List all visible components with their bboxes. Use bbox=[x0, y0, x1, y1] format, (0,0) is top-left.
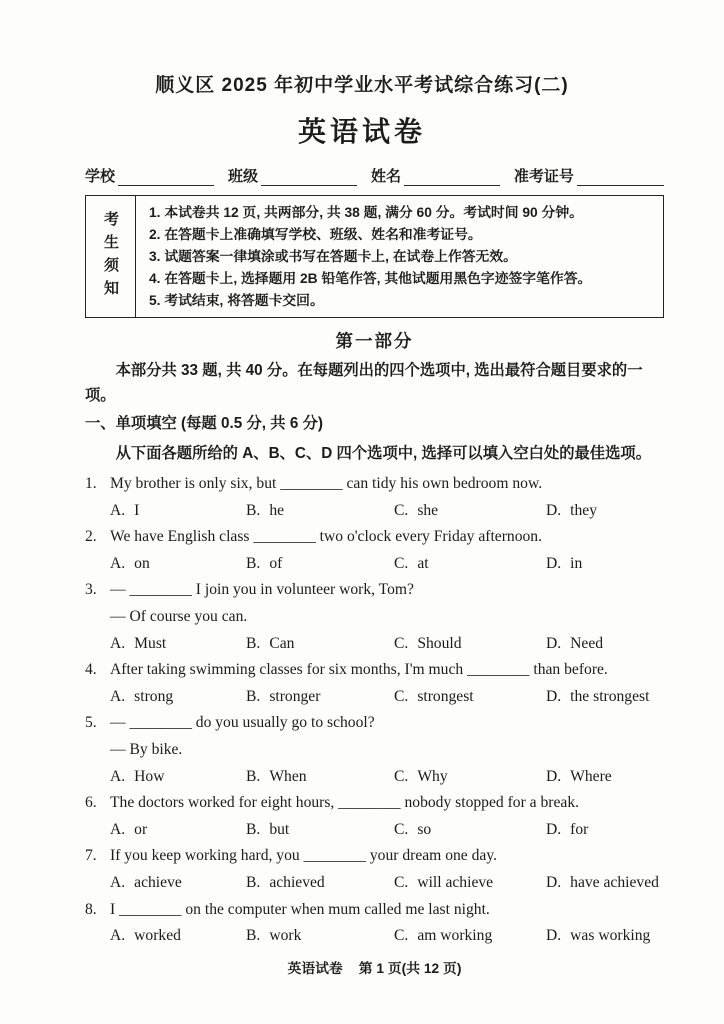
field-name-label: 姓名 bbox=[370, 168, 401, 185]
option-a: A. achieve bbox=[110, 873, 182, 891]
question-2 bbox=[85, 524, 664, 577]
option-d: D. was working bbox=[546, 927, 651, 945]
option-d: D. they bbox=[546, 501, 598, 519]
question-options bbox=[110, 870, 664, 897]
option-d: D. in bbox=[546, 554, 583, 572]
option-c: C. will achieve bbox=[394, 873, 494, 891]
footer-page-number: 第 1 页(共 12 页) bbox=[358, 960, 462, 976]
question-number: 3. bbox=[85, 581, 97, 599]
question-number: 5. bbox=[85, 714, 97, 732]
question-stem: — ________ I join you in volunteer work, Tom? bbox=[110, 581, 414, 599]
notice-side-label: 考生须知 bbox=[86, 196, 136, 317]
field-school-blank bbox=[118, 169, 214, 186]
question-stem: — ________ do you usually go to school? bbox=[110, 714, 375, 732]
student-info-row bbox=[85, 165, 664, 186]
question-number: 7. bbox=[85, 847, 97, 865]
question-7 bbox=[85, 843, 664, 896]
field-name bbox=[371, 165, 514, 186]
option-b: B. of bbox=[246, 554, 283, 572]
option-a: A. or bbox=[110, 820, 148, 838]
field-name-blank bbox=[404, 169, 500, 186]
option-c: C. at bbox=[394, 554, 429, 572]
notice-item-2: 2. 在答题卡上准确填写学校、班级、姓名和准考证号。 bbox=[149, 227, 482, 242]
option-b: B. he bbox=[246, 501, 285, 519]
question-list bbox=[85, 471, 664, 950]
question-number: 2. bbox=[85, 528, 97, 546]
option-c: C. am working bbox=[394, 927, 493, 945]
question-1 bbox=[85, 471, 664, 524]
field-school bbox=[85, 165, 228, 186]
option-d: D. the strongest bbox=[546, 687, 650, 705]
question-5 bbox=[85, 710, 664, 790]
field-class-label: 班级 bbox=[227, 168, 258, 185]
notice-item-4: 4. 在答题卡上, 选择题用 2B 铅笔作答, 其他试题用黑色字迹签字笔作答。 bbox=[149, 271, 592, 286]
question-number: 8. bbox=[85, 900, 97, 918]
option-b: B. When bbox=[246, 767, 307, 785]
question-4 bbox=[85, 657, 664, 710]
option-c: C. strongest bbox=[394, 687, 474, 705]
option-a: A. on bbox=[110, 554, 150, 572]
field-school-label: 学校 bbox=[85, 168, 116, 185]
subject-title: 英语试卷 bbox=[297, 116, 426, 147]
question-options bbox=[110, 551, 664, 578]
section1-heading: 一、单项填空 (每题 0.5 分, 共 6 分) bbox=[85, 415, 323, 432]
question-options bbox=[110, 923, 664, 950]
question-number: 6. bbox=[85, 794, 97, 812]
question-number: 1. bbox=[85, 475, 97, 492]
question-options bbox=[110, 764, 664, 791]
notice-items bbox=[136, 196, 663, 317]
option-a: A. Must bbox=[110, 634, 167, 652]
field-class bbox=[228, 165, 371, 186]
option-d: D. for bbox=[546, 820, 589, 838]
notice-item-3: 3. 试题答案一律填涂或书写在答题卡上, 在试卷上作答无效。 bbox=[149, 249, 517, 264]
field-class-blank bbox=[261, 169, 357, 186]
question-options bbox=[110, 498, 664, 525]
notice-box bbox=[85, 195, 664, 318]
option-c: C. so bbox=[394, 820, 432, 838]
question-stem: I ________ on the computer when mum called me last night. bbox=[110, 900, 490, 918]
question-stem-line2: — By bike. bbox=[110, 740, 183, 758]
option-b: B. work bbox=[246, 927, 302, 945]
question-stem: If you keep working hard, you ________ your dream one day. bbox=[110, 847, 498, 865]
question-options bbox=[110, 631, 664, 658]
field-exam-number-label: 准考证号 bbox=[513, 168, 574, 185]
question-options bbox=[110, 817, 664, 844]
part1-intro: 本部分共 33 题, 共 40 分。在每题列出的四个选项中, 选出最符合题目要求的一项。 bbox=[85, 362, 643, 404]
question-6 bbox=[85, 790, 664, 843]
question-stem: After taking swimming classes for six months, I'm much ________ than before. bbox=[110, 661, 608, 679]
notice-item-5: 5. 考试结束, 将答题卡交回。 bbox=[149, 293, 324, 308]
question-3 bbox=[85, 577, 664, 657]
option-a: A. How bbox=[110, 767, 165, 785]
page-footer bbox=[85, 957, 664, 977]
option-d: D. Need bbox=[546, 634, 604, 652]
option-d: D. Where bbox=[546, 767, 612, 785]
question-number: 4. bbox=[85, 661, 97, 679]
notice-item-1: 1. 本试卷共 12 页, 共两部分, 共 38 题, 满分 60 分。考试时间 90 分钟。 bbox=[149, 205, 583, 220]
option-c: C. Should bbox=[394, 634, 462, 652]
field-exam-number bbox=[514, 165, 664, 186]
part1-heading: 第一部分 bbox=[335, 331, 414, 351]
section1-intro: 从下面各题所给的 A、B、C、D 四个选项中, 选择可以填入空白处的最佳选项。 bbox=[115, 445, 651, 462]
option-a: A. worked bbox=[110, 927, 181, 945]
page-title: 顺义区 2025 年初中学业水平考试综合练习(二) bbox=[155, 75, 569, 96]
field-exam-number-blank bbox=[577, 169, 664, 186]
question-stem: My brother is only six, but ________ can tidy his own bedroom now. bbox=[110, 475, 543, 492]
option-b: B. but bbox=[246, 820, 290, 838]
option-b: B. stronger bbox=[246, 687, 321, 705]
question-options bbox=[110, 684, 664, 711]
option-c: C. Why bbox=[394, 767, 448, 785]
question-stem-line2: — Of course you can. bbox=[110, 607, 248, 625]
option-c: C. she bbox=[394, 501, 439, 519]
footer-subject-label: 英语试卷 bbox=[287, 960, 343, 976]
question-stem: The doctors worked for eight hours, ________ nobody stopped for a break. bbox=[110, 794, 580, 812]
question-stem: We have English class ________ two o'clock every Friday afternoon. bbox=[110, 528, 543, 546]
option-a: A. I bbox=[110, 501, 140, 519]
question-8 bbox=[85, 897, 664, 950]
option-d: D. have achieved bbox=[546, 873, 659, 891]
option-a: A. strong bbox=[110, 687, 174, 705]
option-b: B. Can bbox=[246, 634, 295, 652]
option-b: B. achieved bbox=[246, 873, 325, 891]
